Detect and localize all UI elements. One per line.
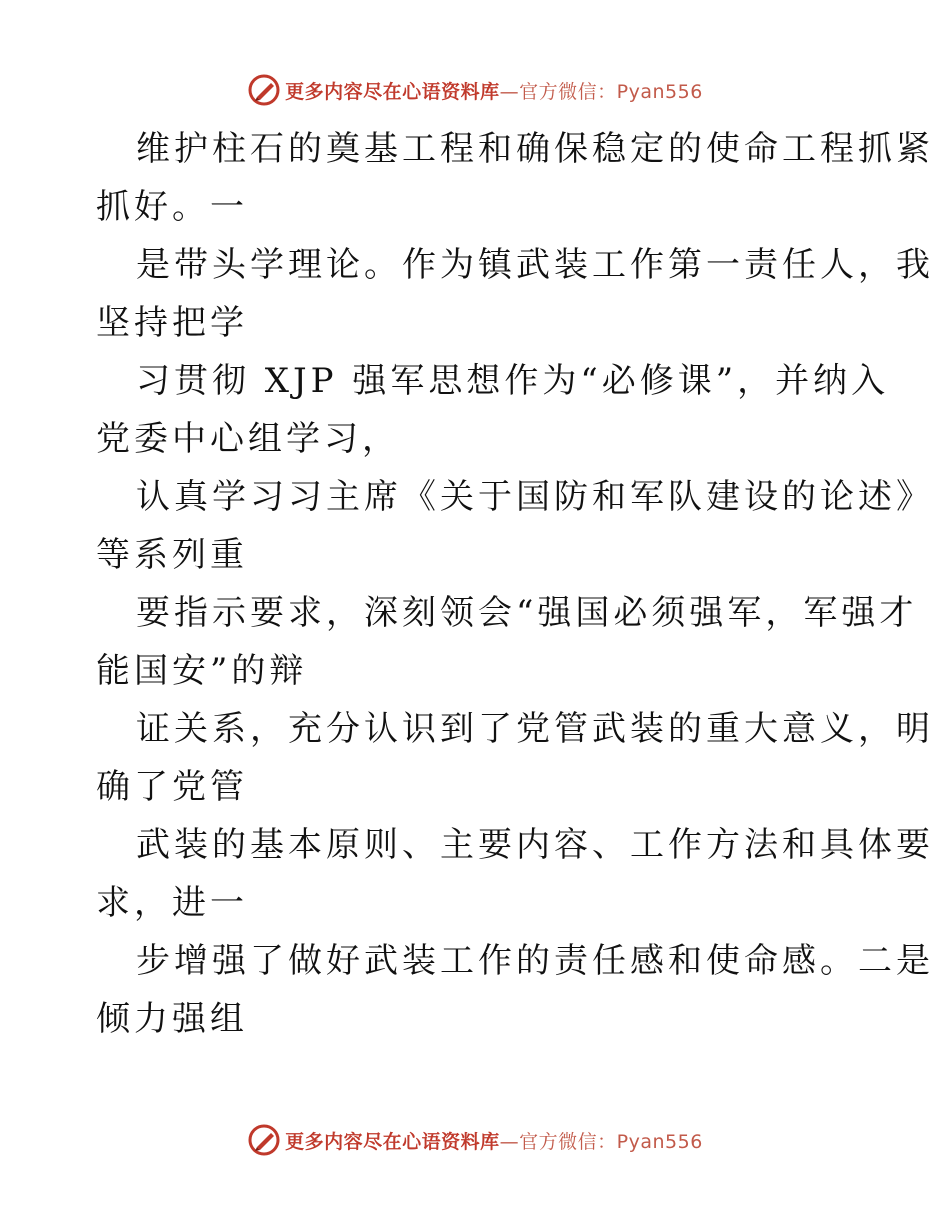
paragraph-line bbox=[96, 584, 918, 700]
line-first: 维护柱石的奠基工程和确保稳定的使命工程抓紧 bbox=[136, 129, 934, 169]
line-wrap: 党委中心组学习， bbox=[96, 419, 400, 459]
paragraph-line bbox=[96, 120, 934, 236]
line-first: 武装的基本原则、主要内容、工作方法和具体要 bbox=[136, 825, 934, 865]
line-wrap: 等系列重 bbox=[96, 535, 248, 575]
paragraph-line bbox=[96, 236, 934, 352]
line-wrap: 倾力强组 bbox=[96, 999, 248, 1039]
paragraph-line bbox=[96, 352, 890, 468]
watermark-dash: — bbox=[499, 1130, 520, 1153]
watermark-contact: 官方微信：Pyan556 bbox=[519, 80, 703, 103]
paragraph-line bbox=[96, 468, 934, 584]
watermark-main: 更多内容尽在心语资料库 bbox=[285, 1130, 500, 1153]
pen-logo-icon bbox=[247, 1123, 281, 1157]
line-first: 证关系，充分认识到了党管武装的重大意义，明 bbox=[136, 709, 934, 749]
line-wrap: 能国安”的辩 bbox=[96, 651, 308, 691]
pen-logo-icon bbox=[247, 73, 281, 107]
line-wrap: 坚持把学 bbox=[96, 303, 248, 343]
line-wrap: 抓好。一 bbox=[96, 187, 248, 227]
line-first: 认真学习习主席《关于国防和军队建设的论述》 bbox=[136, 477, 934, 517]
line-wrap: 确了党管 bbox=[96, 767, 248, 807]
watermark-main: 更多内容尽在心语资料库 bbox=[285, 80, 500, 103]
watermark-contact: 官方微信：Pyan556 bbox=[519, 1130, 703, 1153]
paragraph-line bbox=[96, 700, 934, 816]
watermark-text bbox=[285, 1127, 703, 1154]
line-first: 是带头学理论。作为镇武装工作第一责任人，我 bbox=[136, 245, 934, 285]
document-body bbox=[96, 120, 934, 1048]
watermark-dash: — bbox=[499, 80, 520, 103]
paragraph-line bbox=[96, 816, 934, 932]
line-first: 习贯彻 XJP 强军思想作为“必修课”，并纳入 bbox=[136, 361, 890, 401]
line-wrap: 求，进一 bbox=[96, 883, 248, 923]
footer-watermark bbox=[0, 1120, 950, 1160]
watermark-text bbox=[285, 77, 703, 104]
line-first: 要指示要求，深刻领会“强国必须强军，军强才 bbox=[136, 593, 918, 633]
header-watermark bbox=[0, 70, 950, 110]
paragraph-line bbox=[96, 932, 934, 1048]
line-first: 步增强了做好武装工作的责任感和使命感。二是 bbox=[136, 941, 934, 981]
